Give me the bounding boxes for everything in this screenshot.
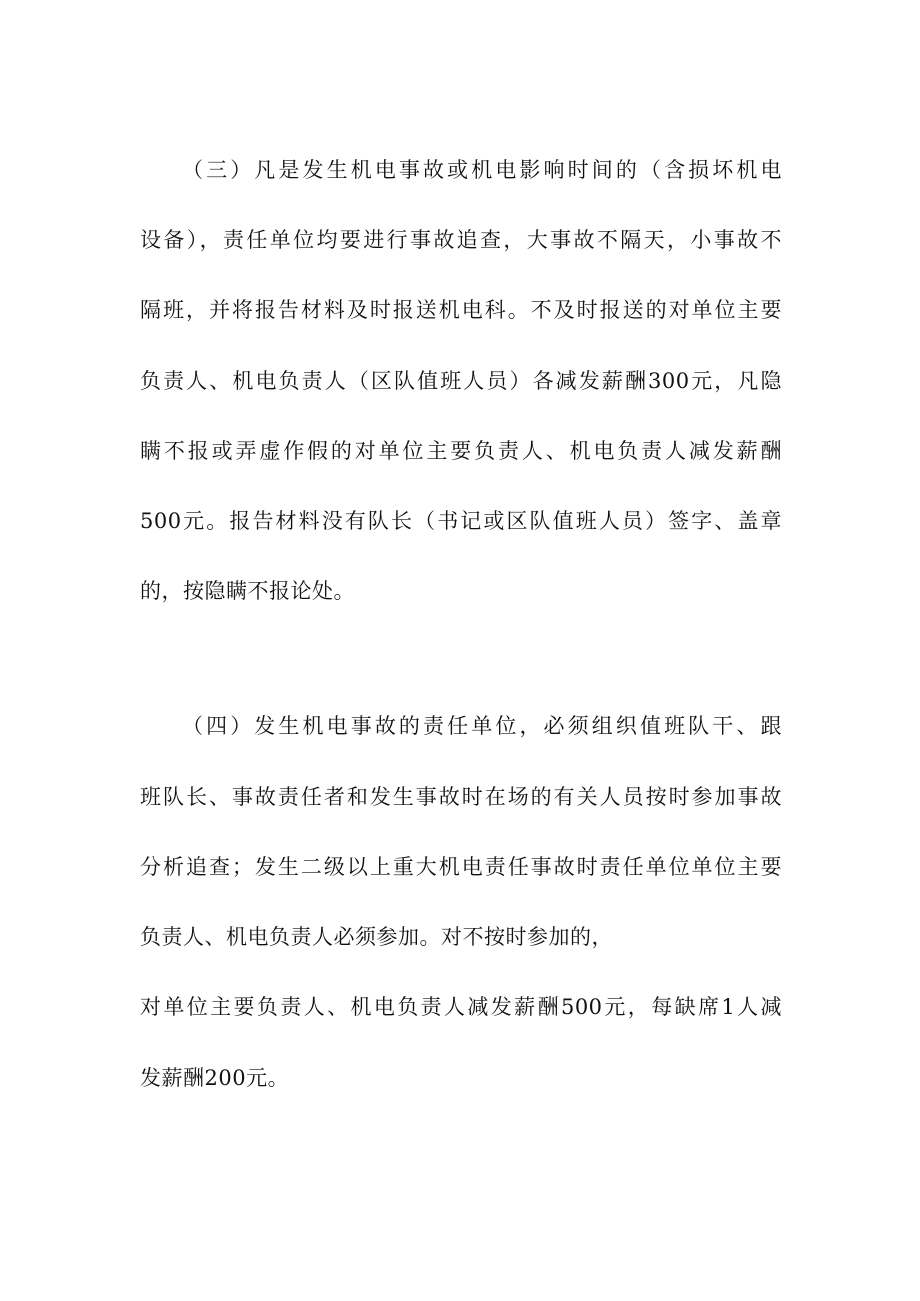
paragraph-line: 对单位主要负责人、机电负责人减发薪酬500元，每缺席1人减: [140, 995, 782, 1019]
paragraph-line: 分析追查；发生二级以上重大机电责任事故时责任单位单位主要: [140, 855, 782, 879]
paragraph-line: 班队长、事故责任者和发生事故时在场的有关人员按时参加事故: [140, 785, 782, 809]
paragraph-line: 负责人、机电负责人（区队值班人员）各减发薪酬300元，凡隐: [140, 369, 782, 393]
paragraph-line: 500元。报告材料没有队长（书记或区队值班人员）签字、盖章: [140, 509, 782, 533]
paragraph-line: （四）发生机电事故的责任单位，必须组织值班队干、跟: [182, 714, 782, 738]
paragraph-line: 隔班，并将报告材料及时报送机电科。不及时报送的对单位主要: [140, 298, 782, 322]
paragraph-line: 发薪酬200元。: [140, 1066, 290, 1090]
paragraph-line: （三）凡是发生机电事故或机电影响时间的（含损坏机电: [182, 158, 782, 182]
paragraph-line: 负责人、机电负责人必须参加。对不按时参加的，: [140, 925, 613, 949]
paragraph-line: 的，按隐瞒不报论处。: [140, 579, 355, 603]
paragraph-line: 设备），责任单位均要进行事故追查，大事故不隔天，小事故不: [140, 228, 782, 252]
paragraph-line: 瞒不报或弄虚作假的对单位主要负责人、机电负责人减发薪酬: [140, 439, 782, 463]
